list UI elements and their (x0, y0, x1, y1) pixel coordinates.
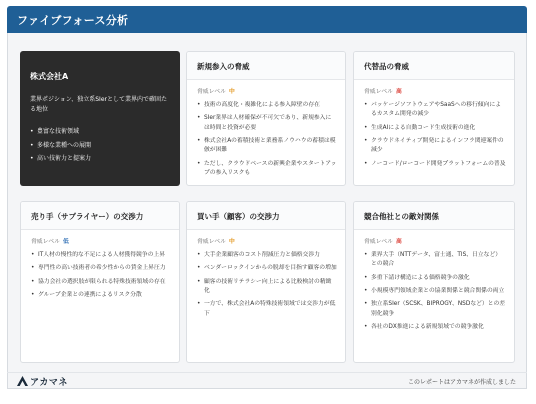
force-item: • 小規模専門領域企業との協業関係と競合関係の両立 (364, 287, 506, 296)
threat-level (187, 80, 345, 98)
force-items (21, 248, 179, 300)
force-item: • ノーコード/ローコード開発プラットフォームの普及 (364, 160, 506, 169)
force-item: • 各社のDX推進による新規領域での競争激化 (364, 323, 506, 332)
company-card (20, 51, 180, 186)
threat-level (354, 80, 514, 98)
force-item: • 株式会社Aの蓄積技術と業務系ノウハウの蓄積は模倣が困難 (197, 137, 337, 155)
footer-divider (7, 372, 527, 373)
force-item: • 技術の高度化・複雑化による参入障壁の存在 (197, 101, 337, 110)
force-item: • 専門性の高い技術者の希少性からの賃金上昇圧力 (31, 264, 171, 273)
force-item: • グループ企業との連携によるリスク分散 (31, 291, 171, 300)
company-strength-item: • 豊富な技術領域 (30, 127, 170, 136)
force-item: • 協力会社の選択肢が限られる特殊技術領域の存在 (31, 278, 171, 287)
force-item: • パッケージソフトウェアやSaaSへの移行傾向によるカスタム開発の減少 (364, 101, 506, 119)
force-items (354, 98, 514, 169)
company-position: 業界ポジション、独立系SIerとして業界内で確固たる地位 (30, 96, 167, 113)
force-items (354, 248, 514, 332)
force-item: • 業界大手（NTTデータ、富士通、TIS、日立など）との競合 (364, 251, 506, 269)
company-name: 株式会社A (30, 72, 69, 81)
threat-level-label: 脅威レベル (31, 239, 60, 245)
report-credit: このレポートはアカマネが作成しました (408, 379, 516, 386)
threat-level-value: 高 (396, 239, 402, 245)
brand-logo (17, 375, 68, 387)
threat-level (21, 230, 179, 248)
force-item: • ただし、クラウドベースの新興企業やスタートアップの参入リスクも (197, 160, 337, 178)
force-title: 売り手（サプライヤー）の交渉力 (21, 202, 179, 230)
threat-level-label: 脅威レベル (197, 239, 226, 245)
force-items (187, 248, 345, 319)
force-item: • 一方で、株式会社Aの特殊技術領域では交渉力が低下 (197, 300, 337, 318)
threat-level-label: 脅威レベル (364, 239, 393, 245)
report-header (7, 6, 527, 33)
force-item: • 多重下請け構造による価格競争の激化 (364, 274, 506, 283)
threat-level-value: 中 (229, 239, 235, 245)
threat-level (187, 230, 345, 248)
force-item: • 顧客の技術リテラシー向上による比較検討の精緻化 (197, 278, 337, 296)
force-title: 競合他社との敵対関係 (354, 202, 514, 230)
force-card-substitutes (353, 51, 515, 186)
force-item: • 大手企業顧客のコスト削減圧力と価格交渉力 (197, 251, 337, 260)
threat-level-label: 脅威レベル (364, 89, 393, 95)
force-title: 買い手（顧客）の交渉力 (187, 202, 345, 230)
logo-mark-icon (17, 376, 28, 386)
threat-level (354, 230, 514, 248)
page-title: ファイブフォース分析 (17, 13, 129, 27)
force-card-rivalry (353, 201, 515, 363)
force-card-suppliers (20, 201, 180, 363)
force-card-new-entrants (186, 51, 346, 186)
force-title: 新規参入の脅威 (187, 52, 345, 80)
company-strengths (30, 127, 170, 163)
force-item: • 独立系SIer（SCSK、BIPROGY、NSDなど）との差別化競争 (364, 300, 506, 318)
force-item: • IT人材の慢性的な不足による人材獲得競争の上昇 (31, 251, 171, 260)
threat-level-value: 高 (396, 89, 402, 95)
brand-name: アカマネ (30, 377, 68, 388)
force-card-buyers (186, 201, 346, 363)
force-item: • クラウドネイティブ開発によるインフラ関連案件の減少 (364, 137, 506, 155)
force-item: • 生成AIによる自動コード生成技術の進化 (364, 124, 506, 133)
threat-level-value: 低 (63, 239, 69, 245)
company-strength-item: • 多様な業種への展開 (30, 141, 170, 150)
force-item: • ベンダーロックインからの脱却を目指す顧客の増加 (197, 264, 337, 273)
threat-level-value: 中 (229, 89, 235, 95)
force-title: 代替品の脅威 (354, 52, 514, 80)
threat-level-label: 脅威レベル (197, 89, 226, 95)
company-strength-item: • 高い技術力と提案力 (30, 154, 170, 163)
force-items (187, 98, 345, 178)
force-item: • SIer業界は人材確保が不可欠であり、新規参入には時間と投資が必要 (197, 114, 337, 132)
